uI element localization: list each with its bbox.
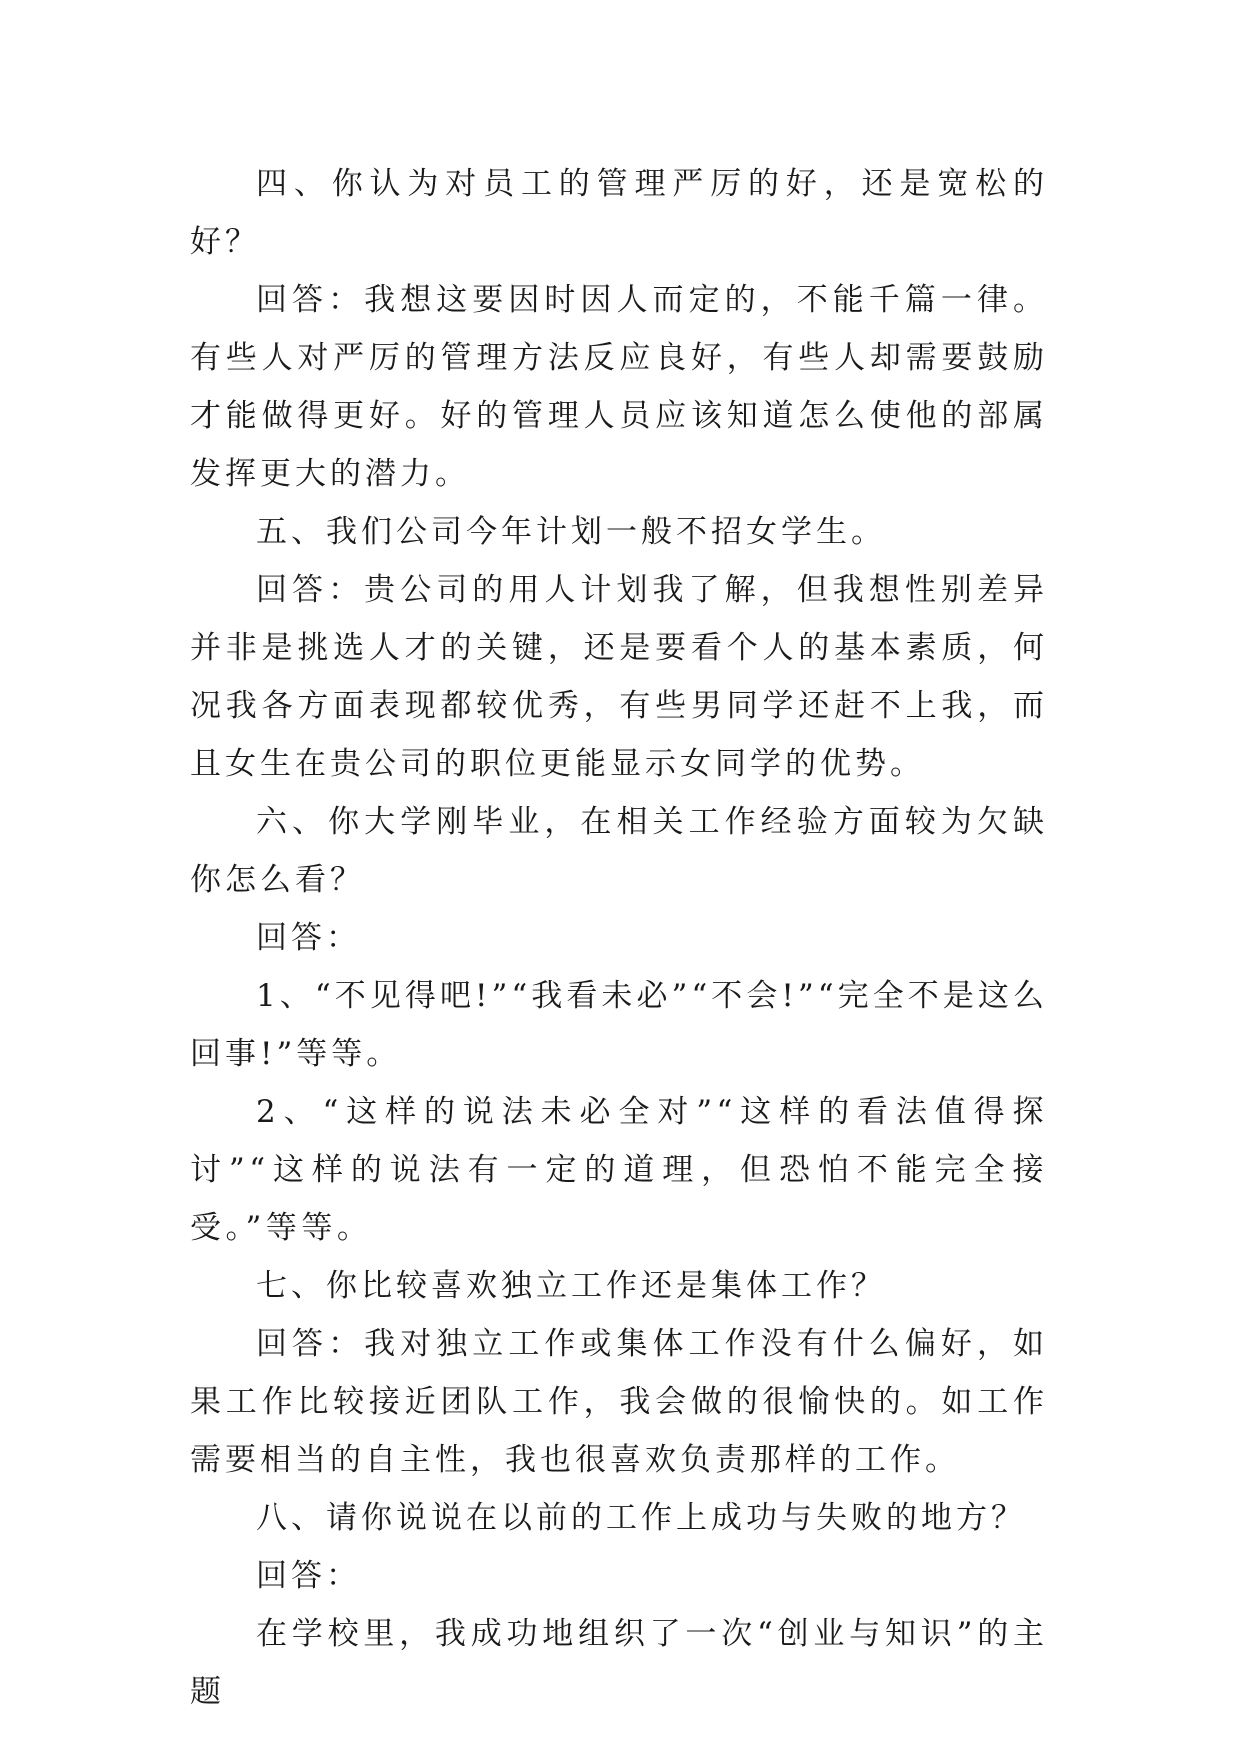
- document-body: [190, 155, 1048, 1721]
- answer-5: 回答：贵公司的用人计划我了解，但我想性别差异并非是挑选人才的关键，还是要看个人的基本素质，何况我各方面表现都较优秀，有些男同学还赶不上我，而且女生在贵公司的职位更能显示女同学的优势。: [190, 572, 1048, 782]
- answer-6-label: 回答：: [256, 920, 361, 956]
- answer-6-item-1: 1、“不见得吧!”“我看未必”“不会!”“完全不是这么回事!”等等。: [190, 978, 1048, 1072]
- question-5: 五、我们公司今年计划一般不招女学生。: [256, 514, 886, 550]
- answer-8-label: 回答：: [256, 1558, 361, 1594]
- question-4: 四、你认为对员工的管理严厉的好，还是宽松的好？: [190, 166, 1048, 260]
- question-7: 七、你比较喜欢独立工作还是集体工作？: [256, 1268, 886, 1304]
- answer-8-text: 在学校里，我成功地组织了一次“创业与知识”的主题: [190, 1616, 1048, 1710]
- question-8: 八、请你说说在以前的工作上成功与失败的地方？: [256, 1500, 1026, 1536]
- question-6: 六、你大学刚毕业，在相关工作经验方面较为欠缺你怎么看？: [190, 804, 1048, 898]
- answer-6-item-2: 2、“这样的说法未必全对”“这样的看法值得探讨”“这样的说法有一定的道理，但恐怕不能完全接受。”等等。: [190, 1094, 1048, 1246]
- answer-4: 回答：我想这要因时因人而定的，不能千篇一律。有些人对严厉的管理方法反应良好，有些人却需要鼓励才能做得更好。好的管理人员应该知道怎么使他的部属发挥更大的潜力。: [190, 282, 1048, 492]
- answer-7: 回答：我对独立工作或集体工作没有什么偏好，如果工作比较接近团队工作，我会做的很愉快的。如工作需要相当的自主性，我也很喜欢负责那样的工作。: [190, 1326, 1048, 1478]
